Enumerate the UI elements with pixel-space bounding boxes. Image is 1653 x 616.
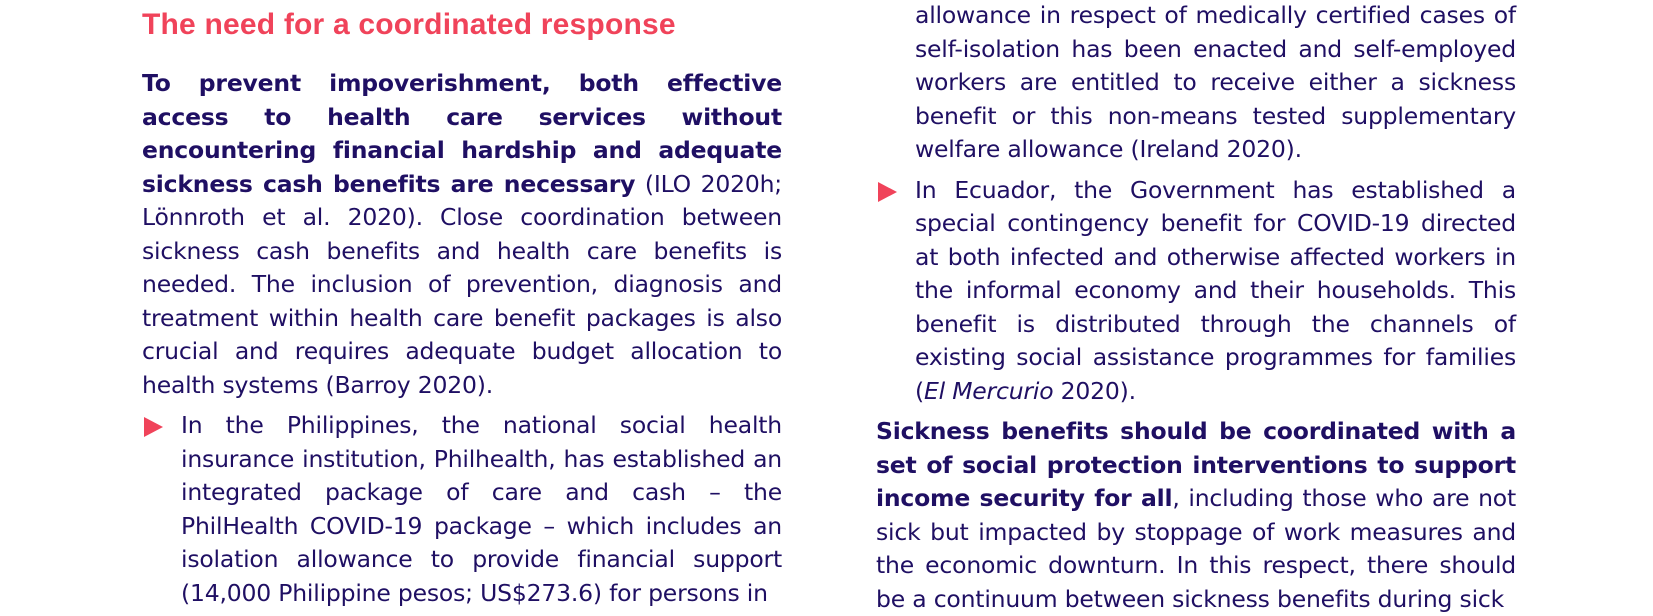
- bullet-ecuador-text: [915, 174, 1516, 409]
- coordination-paragraph: [876, 415, 1516, 616]
- intro-text: (ILO 2020h; Lönnroth et al. 2020). Close coordination between sickness cash benefits and health care benefits is needed. The inclusion of prevention, diagnosis and treatment within health care benefit packages is also crucial and requires adequate budget allocation to health systems (Barroy 2020).: [142, 169, 782, 399]
- coordination-text: , including those who are not sick but impacted by stoppage of work measures and the economic downturn. In this respect, there should be a continuum between sickness benefits during sick: [876, 484, 1516, 613]
- section-heading: The need for a coordinated response: [142, 8, 676, 41]
- ecuador-source-italic: El Mercurio: [923, 376, 1054, 405]
- ecuador-text-end: 2020).: [1053, 376, 1136, 405]
- bullet-ireland-continued: [876, 0, 1516, 167]
- triangle-bullet-icon: [878, 182, 897, 202]
- coordination-bold-text: Sickness benefits should be coordinated with a set of social protection interventions to support income security for all: [876, 417, 1516, 512]
- intro-paragraph: [142, 67, 782, 402]
- left-column: [142, 0, 782, 610]
- intro-bold-text: To prevent impoverishment, both effective access to health care services without encountering financial hardship and adequate sickness cash benefits are necessary: [142, 69, 782, 198]
- bullet-philippines-text: In the Philippines, the national social health insurance institution, Philhealth, has established an integrated package of care and cash – the PhilHealth COVID-19 package – which includes an isolation allowance to provide financial support (14,000 Philippine pesos; US$273.6) for persons in: [181, 411, 782, 607]
- bullet-philippines: [142, 409, 782, 610]
- bullet-ecuador: [876, 174, 1516, 409]
- ecuador-text: In Ecuador, the Government has established a special contingency benefit for COVID-19 directed at both infected and otherwise affected workers in the informal economy and their households. This benefit is distributed through the channels of existing social assistance programmes for families (: [915, 175, 1516, 405]
- triangle-bullet-icon: [144, 417, 163, 437]
- bullet-ireland-text: allowance in respect of medically certified cases of self-isolation has been enacted and self-employed workers are entitled to receive either a sickness benefit or this non-means tested supplementary welfare allowance (Ireland 2020).: [915, 1, 1516, 163]
- right-column: [876, 0, 1516, 616]
